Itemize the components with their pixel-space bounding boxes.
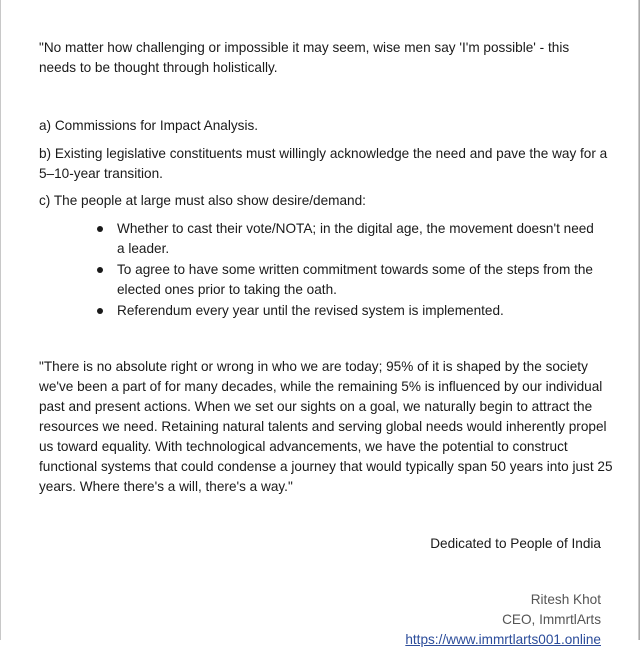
bullet-text: Whether to cast their vote/NOTA; in the digital age, the movement doesn't need a leader. <box>117 221 594 256</box>
demand-bullet-list <box>95 219 605 322</box>
point-a: a) Commissions for Impact Analysis. <box>39 118 259 133</box>
point-b: b) Existing legislative constituents must willingly acknowledge the need and pave the way for a 5–10-year transition. <box>39 146 608 181</box>
page-edge-left <box>0 0 1 640</box>
bullet-dot-icon <box>97 226 103 232</box>
bullet-item <box>95 301 605 321</box>
signature-link[interactable]: https://www.immrtlarts001.online <box>405 632 601 647</box>
point-c: c) The people at large must also show desire/demand: <box>39 193 366 208</box>
bullet-dot-icon <box>97 267 103 273</box>
signature-block <box>405 590 601 650</box>
bullet-dot-icon <box>97 308 103 314</box>
main-quote: "There is no absolute right or wrong in who we are today; 95% of it is shaped by the society we've been a part of for many decades, while the remaining 5% is influenced by our individual past and present actions. When we set our sights on a goal, we naturally begin to attract the resources we need. Retaining natural talents and serving global needs would inherently propel us toward equality. With technological advancements, we have the potential to construct functional systems that could condense a journey that would typically span 50 years into just 25 years. Where there's a will, there's a way." <box>39 359 613 494</box>
dedication-line: Dedicated to People of India <box>430 536 601 551</box>
bullet-text: To agree to have some written commitment towards some of the steps from the elected ones prior to taking the oath. <box>117 262 593 297</box>
bullet-text: Referendum every year until the revised system is implemented. <box>117 303 504 318</box>
signature-title: CEO, ImmrtlArts <box>502 612 601 627</box>
bullet-item <box>95 260 605 300</box>
bullet-item <box>95 219 605 259</box>
signature-name: Ritesh Khot <box>530 592 601 607</box>
intro-quote: "No matter how challenging or impossible it may seem, wise men say 'I'm possible' - this needs to be thought through holistically. <box>39 40 570 75</box>
